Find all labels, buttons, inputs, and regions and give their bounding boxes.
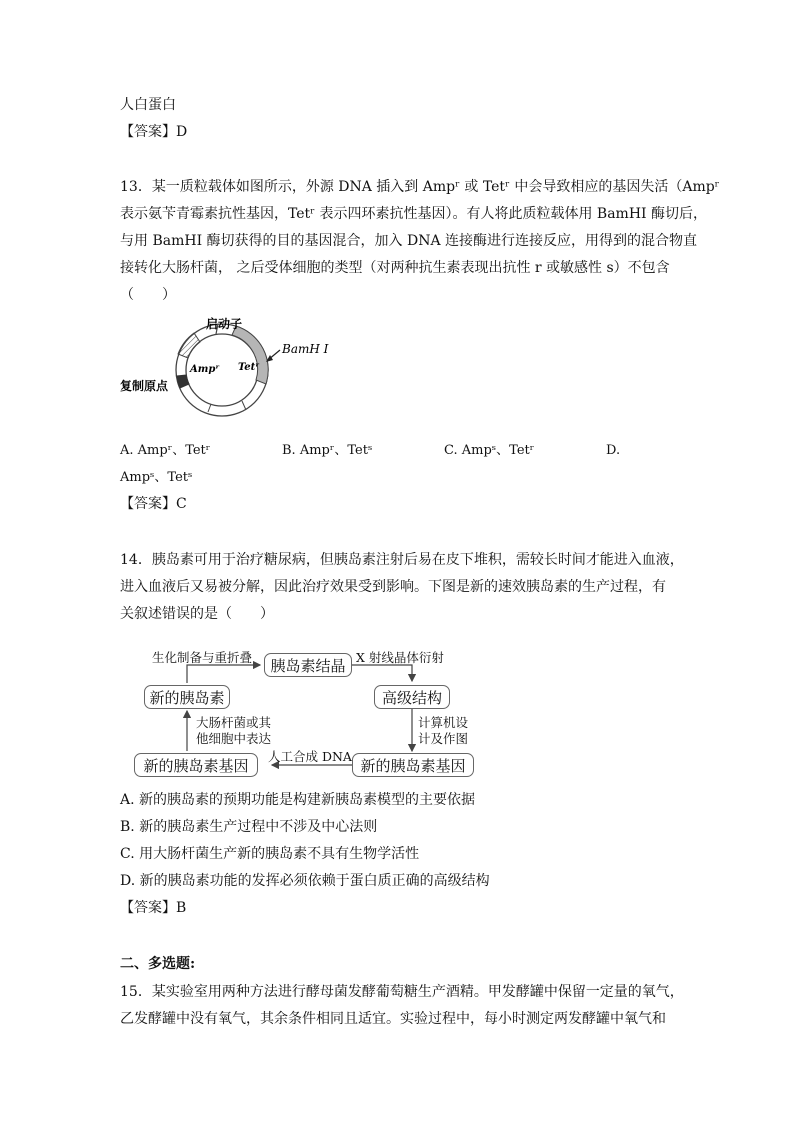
q15-line1: 15．某实验室用两种方法进行酵母菌发酵葡萄糖生产酒精。甲发酵罐中保留一定量的氧气， (120, 984, 684, 1000)
arrow-xray (352, 665, 412, 681)
q13-line5: （ ） (120, 287, 176, 303)
q13-option-a: A. Ampʳ、Tetʳ (120, 443, 211, 458)
q14-option-d: D. 新的胰岛素功能的发挥必须依赖于蛋白质正确的高级结构 (120, 873, 490, 889)
box-gene-right: 新的胰岛素基因 (352, 753, 474, 777)
box-insulin-crystal: 胰岛素结晶 (264, 653, 352, 677)
promoter-label: 启动子 (206, 317, 243, 331)
q13-option-b: B. Ampʳ、Tetˢ (282, 443, 373, 458)
q13-line4: 接转化大肠杆菌， 之后受体细胞的类型（对两种抗生素表现出抗性 r 或敏感性 s）不包含 (120, 260, 670, 276)
label-refold: 生化制备与重折叠 (152, 650, 253, 665)
divider (242, 401, 246, 410)
box-new-insulin: 新的胰岛素 (144, 685, 230, 709)
amp-label: Ampʳ (190, 364, 220, 375)
q14-answer: 【答案】B (120, 900, 187, 916)
q14-option-b: B. 新的胰岛素生产过程中不涉及中心法则 (120, 819, 378, 835)
box-gene-left: 新的胰岛素基因 (134, 753, 258, 777)
q13-option-d-label: D. (606, 443, 621, 458)
arrow-refold (187, 665, 260, 683)
divider (208, 404, 211, 412)
origin-label: 复制原点 (120, 379, 169, 393)
q14-option-a: A. 新的胰岛素的预期功能是构建新胰岛素模型的主要依据 (120, 792, 476, 808)
amp-segment (178, 333, 200, 358)
prev-answer: 【答案】D (120, 124, 188, 140)
bamhi-label: BamH I (282, 342, 329, 356)
q13-line1: 13．某一质粒载体如图所示，外源 DNA 插入到 Ampʳ 或 Tetʳ 中会导致相应的基因失活（Ampʳ (120, 179, 720, 195)
label-express-1: 大肠杆菌或其 (196, 715, 272, 730)
label-xray: X 射线晶体衍射 (356, 650, 444, 665)
label-express-2: 他细胞中表达 (196, 731, 272, 746)
plasmid-figure (118, 312, 348, 432)
label-computer-1: 计算机设 (418, 715, 469, 730)
tet-label: Tetʳ (238, 362, 260, 373)
prev-question-tail: 人白蛋白 (120, 97, 176, 113)
section-heading: 二、多选题: (120, 956, 196, 972)
q13-option-d-text: Ampˢ、Tetˢ (120, 470, 193, 485)
q14-option-c: C. 用大肠杆菌生产新的胰岛素不具有生物学活性 (120, 846, 420, 862)
q13-line3: 与用 BamHI 酶切获得的目的基因混合，加入 DNA 连接酶进行连接反应，用得到的混合物直 (120, 233, 698, 249)
q14-line2: 进入血液后又易被分解，因此治疗效果受到影响。下图是新的速效胰岛素的生产过程，有 (120, 579, 666, 595)
box-high-structure: 高级结构 (374, 685, 450, 709)
tet-segment (232, 326, 268, 384)
q13-answer: 【答案】C (120, 496, 187, 512)
q14-line3: 关叙述错误的是（ ） (120, 606, 274, 622)
q13-option-c: C. Ampˢ、Tetʳ (444, 443, 535, 458)
q13-line2: 表示氨苄青霉素抗性基因，Tetʳ 表示四环素抗性基因）。有人将此质粒载体用 BamHI 酶切后， (120, 206, 708, 222)
label-synthesis: 人工合成 DNA (268, 749, 352, 764)
q14-line1: 14．胰岛素可用于治疗糖尿病，但胰岛素注射后易在皮下堆积，需较长时间才能进入血液， (120, 552, 684, 568)
insulin-flow-diagram (130, 645, 480, 785)
label-computer-2: 计及作图 (418, 731, 469, 746)
q15-line2: 乙发酵罐中没有氧气，其余条件相同且适宜。实验过程中，每小时测定两发酵罐中氧气和 (120, 1011, 666, 1027)
